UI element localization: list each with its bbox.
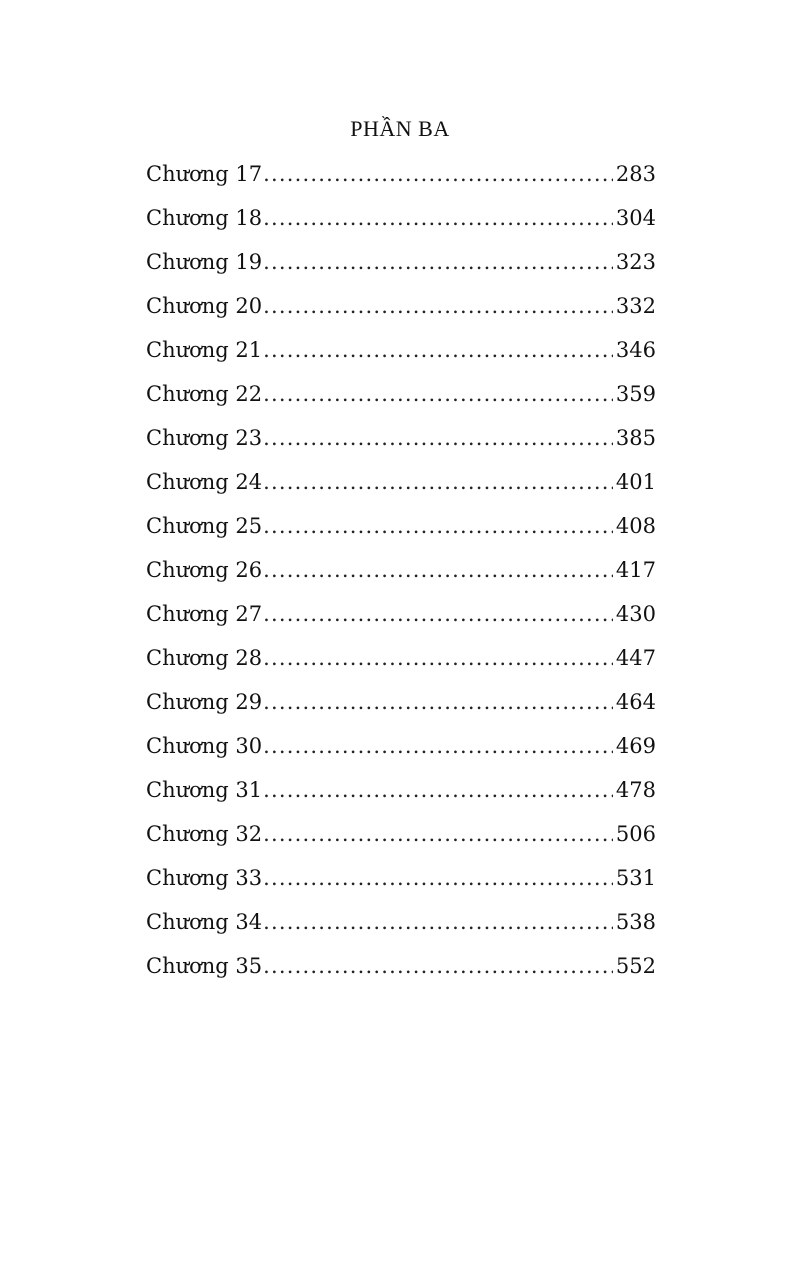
toc-entry-1	[146, 152, 656, 196]
page-number: 417	[615, 558, 656, 582]
page-number: 323	[615, 250, 656, 274]
chapter-label: Chương 34	[146, 910, 263, 934]
page-number: 346	[615, 338, 656, 362]
page-number: 359	[615, 382, 656, 406]
toc-entry-14	[146, 724, 656, 768]
page-number: 408	[615, 514, 656, 538]
toc-entry-15	[146, 768, 656, 812]
dot-leader	[263, 768, 613, 812]
page-number: 464	[615, 690, 656, 714]
dot-leader	[263, 416, 613, 460]
page-number: 332	[615, 294, 656, 318]
chapter-label: Chương 27	[146, 602, 263, 626]
page-number: 283	[615, 162, 656, 186]
table-of-contents	[146, 152, 656, 988]
toc-entry-5	[146, 328, 656, 372]
dot-leader	[263, 636, 613, 680]
chapter-label: Chương 29	[146, 690, 263, 714]
dot-leader	[263, 504, 613, 548]
toc-entry-10	[146, 548, 656, 592]
toc-entry-4	[146, 284, 656, 328]
dot-leader	[263, 284, 613, 328]
chapter-label: Chương 30	[146, 734, 263, 758]
dot-leader	[263, 240, 613, 284]
chapter-label: Chương 18	[146, 206, 263, 230]
chapter-label: Chương 26	[146, 558, 263, 582]
dot-leader	[263, 372, 613, 416]
toc-entry-12	[146, 636, 656, 680]
chapter-label: Chương 25	[146, 514, 263, 538]
chapter-label: Chương 20	[146, 294, 263, 318]
page-number: 531	[615, 866, 656, 890]
dot-leader	[263, 592, 613, 636]
toc-entry-16	[146, 812, 656, 856]
toc-entry-19	[146, 944, 656, 988]
page-number: 385	[615, 426, 656, 450]
chapter-label: Chương 17	[146, 162, 263, 186]
dot-leader	[263, 900, 613, 944]
dot-leader	[263, 548, 613, 592]
dot-leader	[263, 196, 613, 240]
chapter-label: Chương 28	[146, 646, 263, 670]
toc-entry-17	[146, 856, 656, 900]
toc-entry-18	[146, 900, 656, 944]
chapter-label: Chương 24	[146, 470, 263, 494]
toc-entry-2	[146, 196, 656, 240]
toc-entry-6	[146, 372, 656, 416]
chapter-label: Chương 31	[146, 778, 263, 802]
chapter-label: Chương 32	[146, 822, 263, 846]
page-number: 552	[615, 954, 656, 978]
dot-leader	[263, 460, 613, 504]
dot-leader	[263, 152, 613, 196]
dot-leader	[263, 812, 613, 856]
page-number: 538	[615, 910, 656, 934]
toc-entry-11	[146, 592, 656, 636]
toc-entry-9	[146, 504, 656, 548]
section-title: PHẦN BA	[350, 116, 450, 141]
chapter-label: Chương 21	[146, 338, 263, 362]
page-number: 506	[615, 822, 656, 846]
page-number: 478	[615, 778, 656, 802]
chapter-label: Chương 19	[146, 250, 263, 274]
dot-leader	[263, 856, 613, 900]
chapter-label: Chương 33	[146, 866, 263, 890]
dot-leader	[263, 328, 613, 372]
chapter-label: Chương 22	[146, 382, 263, 406]
dot-leader	[263, 944, 613, 988]
page-number: 401	[615, 470, 656, 494]
toc-entry-7	[146, 416, 656, 460]
page-number: 469	[615, 734, 656, 758]
page-number: 304	[615, 206, 656, 230]
toc-entry-8	[146, 460, 656, 504]
page-number: 447	[615, 646, 656, 670]
chapter-label: Chương 35	[146, 954, 263, 978]
dot-leader	[263, 680, 613, 724]
dot-leader	[263, 724, 613, 768]
chapter-label: Chương 23	[146, 426, 263, 450]
toc-entry-13	[146, 680, 656, 724]
page-number: 430	[615, 602, 656, 626]
toc-entry-3	[146, 240, 656, 284]
